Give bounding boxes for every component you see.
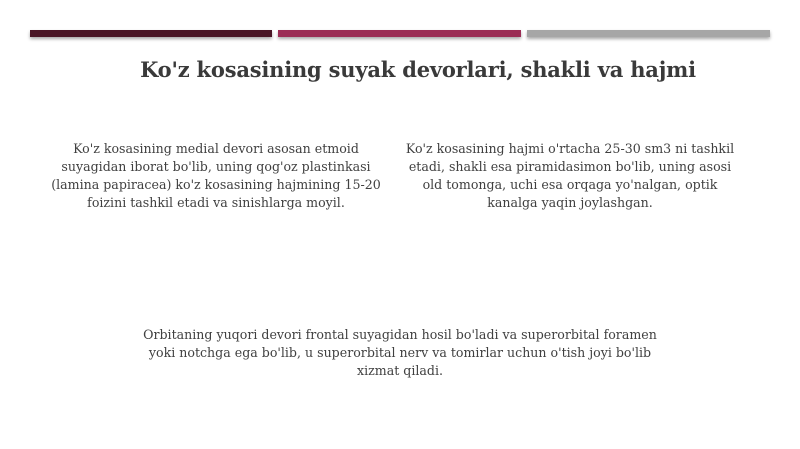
accent-bar-dark xyxy=(30,30,272,37)
paragraph-left: Ko'z kosasining medial devori asosan etmoid suyagidan iborat bo'lib, uning qog'oz plastinkasi (lamina papiracea) ko'z kosasining hajmining 15-20 foizini tashkil etadi va sinishlarga moyil. xyxy=(51,141,381,210)
accent-bar-gray xyxy=(527,30,770,37)
paragraph-right: Ko'z kosasining hajmi o'rtacha 25-30 sm3 ni tashkil etadi, shakli esa piramidasimon bo'lib, uning asosi old tomonga, uchi esa orqaga yo'nalgan, optik kanalga yaqin joylashgan. xyxy=(405,141,735,210)
paragraph-bottom: Orbitaning yuqori devori frontal suyagidan hosil bo'ladi va superorbital foramen yoki notchga ega bo'lib, u superorbital nerv va tomirlar uchun o'tish joyi bo'lib xizmat qiladi. xyxy=(143,327,657,378)
slide-title: Ko'z kosasining suyak devorlari, shakli va hajmi xyxy=(140,57,696,82)
accent-bar-crimson xyxy=(278,30,521,37)
